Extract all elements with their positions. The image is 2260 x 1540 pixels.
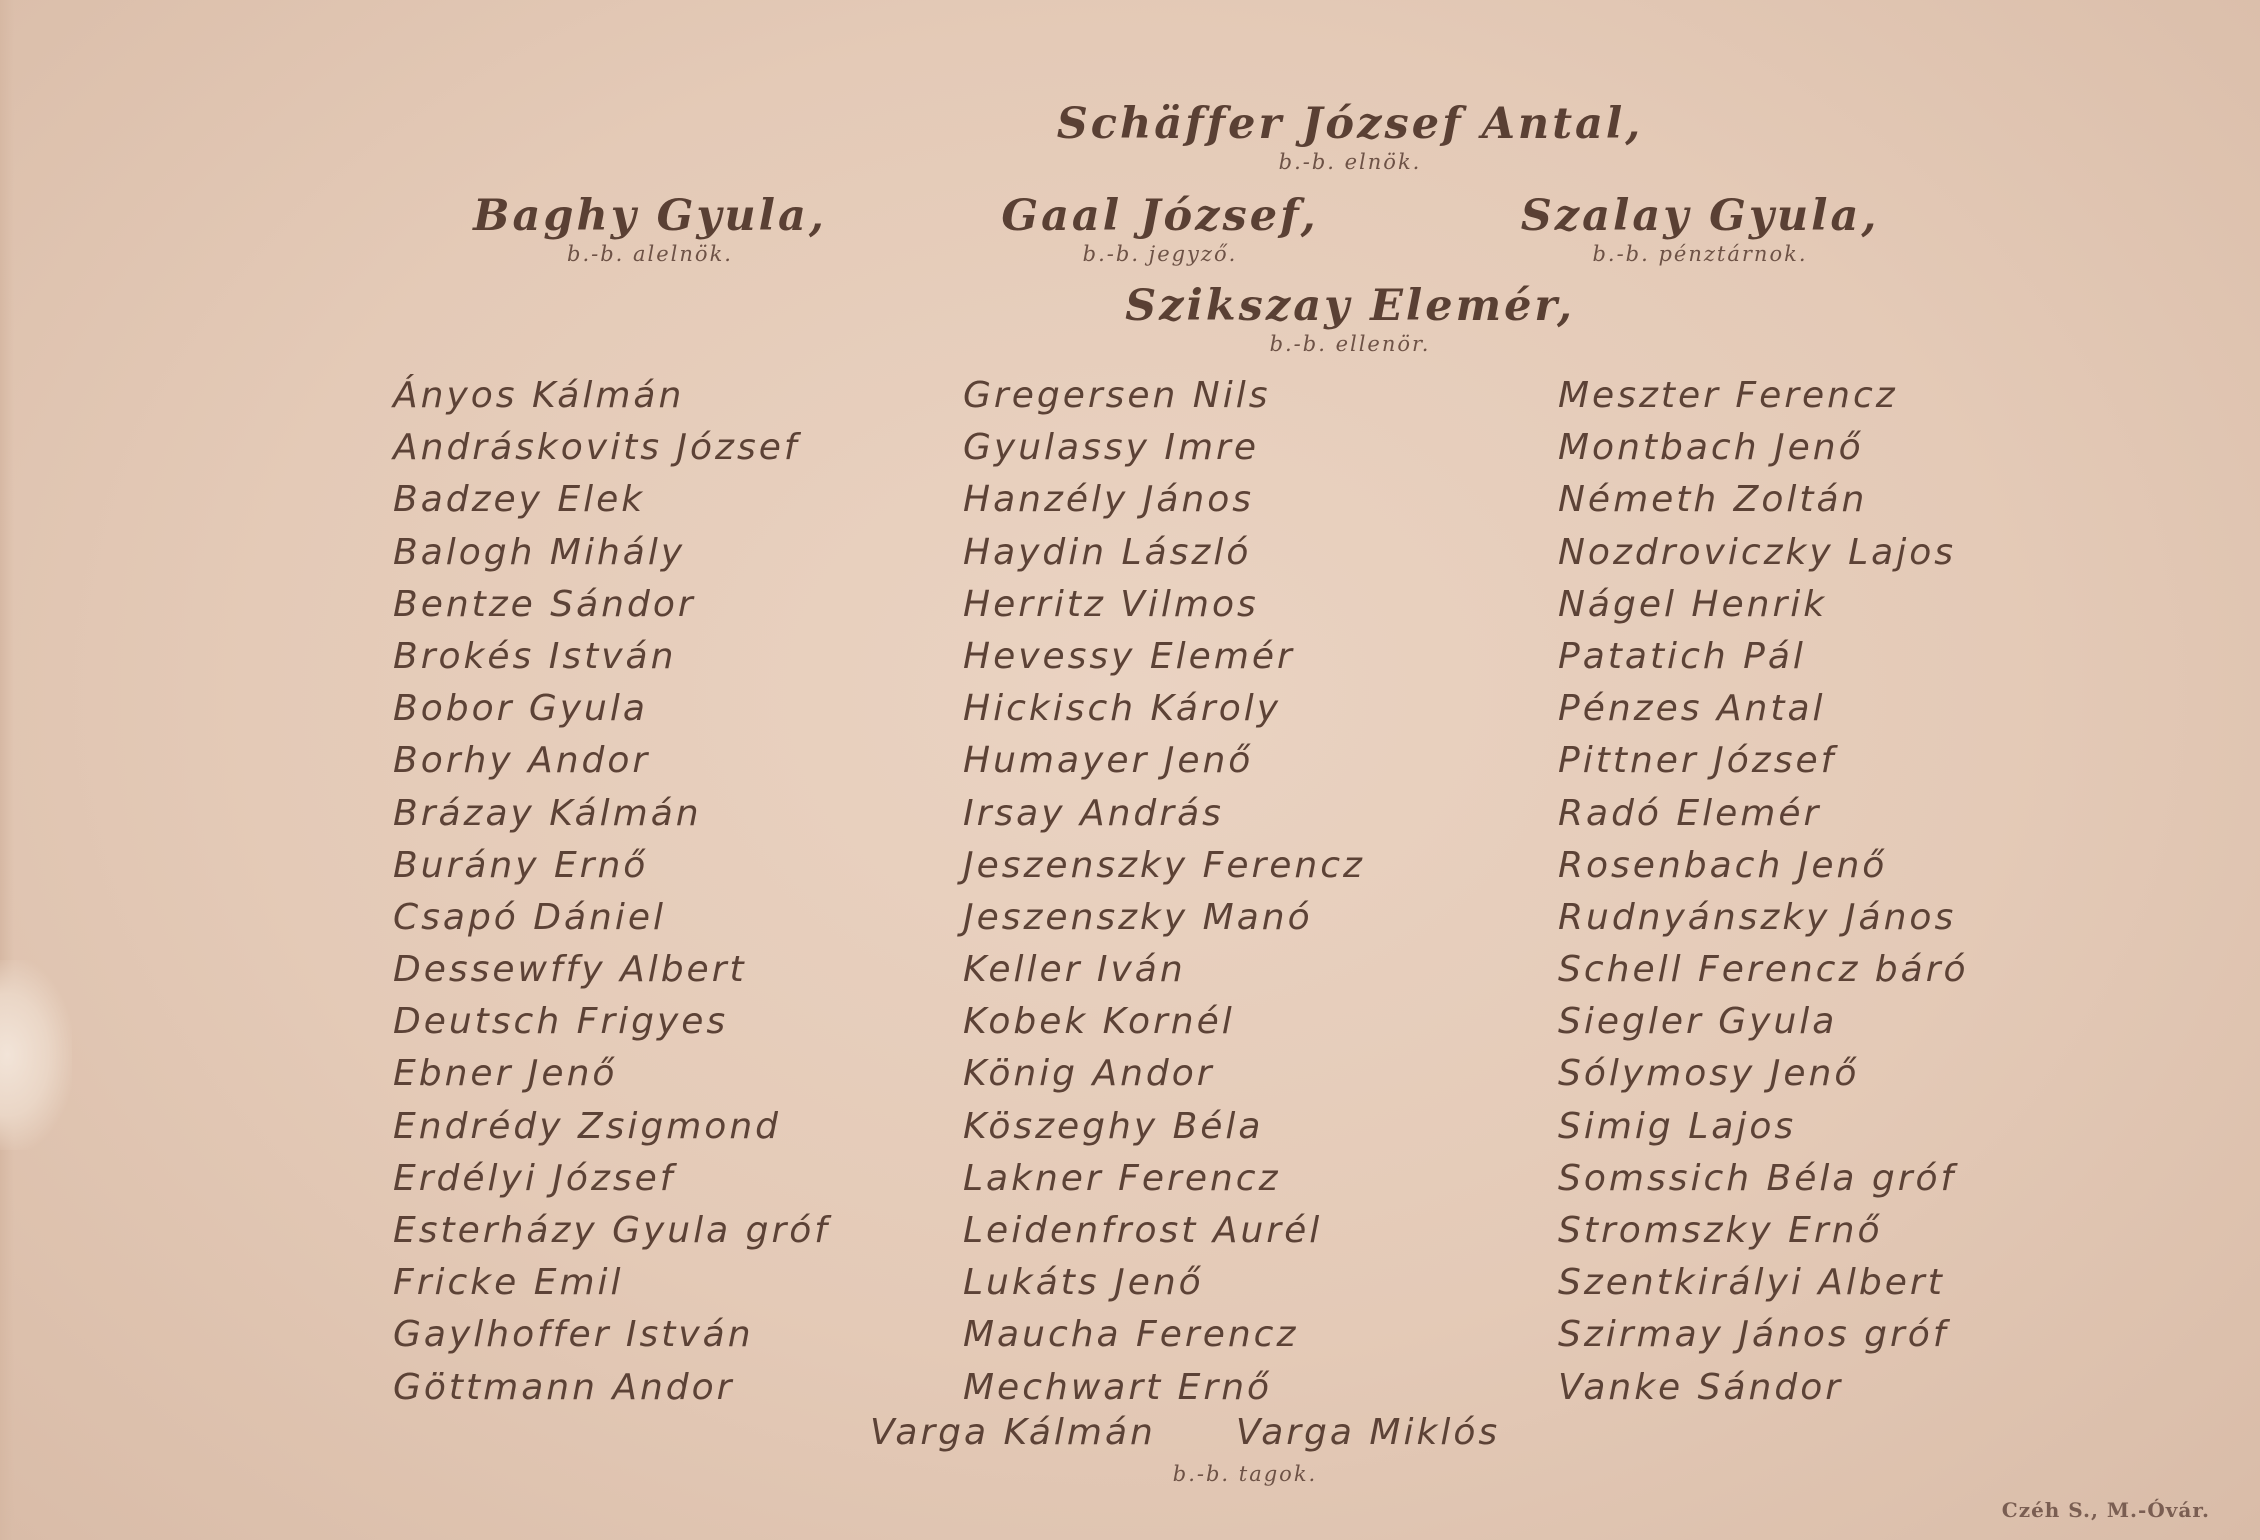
member-name: Gaylhoffer István: [393, 1314, 754, 1356]
member-name: Ányos Kálmán: [393, 375, 685, 416]
member-name: Pénzes Antal: [1558, 688, 1826, 730]
member-name: Hickisch Károly: [963, 688, 1282, 730]
member-name: Maucha Ferencz: [963, 1314, 1299, 1356]
member-name: Radó Elemér: [1558, 792, 1822, 834]
member-name: Szentkirályi Albert: [1558, 1262, 1945, 1304]
member-name: Gregersen Nils: [963, 375, 1271, 416]
member-name: Simig Lajos: [1558, 1105, 1797, 1147]
member-name: Bentze Sándor: [393, 583, 696, 625]
member-name: Deutsch Frigyes: [393, 1001, 729, 1043]
treasurer-block: [1420, 190, 1980, 266]
member-name: Bobor Gyula: [393, 688, 648, 730]
member-name: Lakner Ferencz: [963, 1157, 1281, 1199]
member-name: Badzey Elek: [393, 479, 646, 521]
member-name: Andráskovits József: [393, 427, 800, 469]
member-name: Nágel Henrik: [1558, 583, 1828, 625]
member-name: Rudnyánszky János: [1558, 896, 1957, 938]
member-name: Patatich Pál: [1558, 635, 1806, 677]
member-name: Gyulassy Imre: [963, 427, 1259, 469]
member-name: Vanke Sándor: [1558, 1366, 1844, 1408]
member-name: Dessewffy Albert: [393, 949, 747, 991]
member-name: Németh Zoltán: [1558, 479, 1868, 521]
member-name: Balogh Mihály: [393, 531, 686, 573]
member-name: Brázay Kálmán: [393, 792, 702, 834]
member-name: Meszter Ferencz: [1558, 375, 1898, 416]
member-name: Jeszenszky Manó: [963, 896, 1313, 938]
auditor-name: Szikszay Elemér,: [1125, 281, 1575, 331]
member-name: Irsay András: [963, 792, 1224, 834]
member-name: Mechwart Ernő: [963, 1366, 1273, 1408]
member-name: Csapó Dániel: [393, 896, 667, 938]
auditor-block: [780, 280, 1920, 356]
member-name: Esterházy Gyula gróf: [393, 1210, 830, 1251]
member-name: Montbach Jenő: [1558, 427, 1864, 469]
member-name: Haydin László: [963, 531, 1252, 573]
members-column-3: [1558, 370, 1969, 1414]
member-name: Göttmann Andor: [393, 1366, 735, 1408]
vice-president-block: [400, 190, 900, 266]
member-name: König Andor: [963, 1053, 1215, 1095]
secretary-name: Gaal József,: [1001, 191, 1319, 241]
member-name: Rosenbach Jenő: [1558, 844, 1888, 886]
member-name: Herritz Vilmos: [963, 583, 1259, 625]
member-name: Borhy Andor: [393, 740, 651, 782]
members-column-1: [393, 370, 830, 1414]
paper-tear-mark: [0, 960, 72, 1150]
paper-edge: [0, 0, 14, 1540]
member-name: Szirmay János gróf: [1558, 1314, 1949, 1356]
printer-imprint: Czéh S., M.-Óvár.: [2001, 1498, 2210, 1522]
member-name: Humayer Jenő: [963, 740, 1254, 782]
member-name: Somssich Béla gróf: [1558, 1157, 1957, 1199]
members-role: b.-b. tagok.: [1172, 1462, 1318, 1486]
treasurer-name: Szalay Gyula,: [1520, 191, 1880, 241]
member-name: Hevessy Elemér: [963, 635, 1295, 677]
treasurer-role: b.-b. pénztárnok.: [1592, 242, 1808, 266]
extra-members: [870, 1412, 1500, 1453]
member-name: Köszeghy Béla: [963, 1105, 1264, 1147]
secretary-role: b.-b. jegyző.: [1082, 242, 1238, 266]
president-block: [780, 98, 1920, 174]
member-name: Jeszenszky Ferencz: [963, 844, 1365, 886]
member-name: Keller Iván: [963, 949, 1186, 991]
member-name: Burány Ernő: [393, 844, 649, 886]
member-name: Erdélyi József: [393, 1157, 676, 1199]
member-name: Hanzély János: [963, 479, 1255, 521]
member-name: Sólymosy Jenő: [1558, 1053, 1860, 1095]
member-name: Fricke Emil: [393, 1262, 624, 1304]
members-column-2: [963, 370, 1365, 1414]
president-name: Schäffer József Antal,: [1056, 99, 1644, 149]
member-name: Siegler Gyula: [1558, 1001, 1838, 1043]
president-role: b.-b. elnök.: [1278, 150, 1422, 174]
member-name: Endrédy Zsigmond: [393, 1105, 781, 1147]
member-name: Lukáts Jenő: [963, 1262, 1204, 1304]
vice-president-role: b.-b. alelnök.: [567, 242, 733, 266]
secretary-block: [880, 190, 1440, 266]
vice-president-name: Baghy Gyula,: [473, 191, 827, 241]
member-name: Nozdroviczky Lajos: [1558, 531, 1957, 573]
member-name: Ebner Jenő: [393, 1053, 618, 1095]
member-name: Kobek Kornél: [963, 1001, 1235, 1043]
member-name: Brokés István: [393, 635, 677, 677]
auditor-role: b.-b. ellenör.: [1269, 332, 1431, 356]
member-name: Leidenfrost Aurél: [963, 1210, 1323, 1251]
member-name: Varga Miklós: [1235, 1412, 1501, 1453]
member-name: Varga Kálmán: [870, 1412, 1156, 1453]
member-name: Stromszky Ernő: [1558, 1210, 1883, 1251]
member-name: Schell Ferencz báró: [1558, 949, 1969, 991]
member-name: Pittner József: [1558, 740, 1837, 782]
